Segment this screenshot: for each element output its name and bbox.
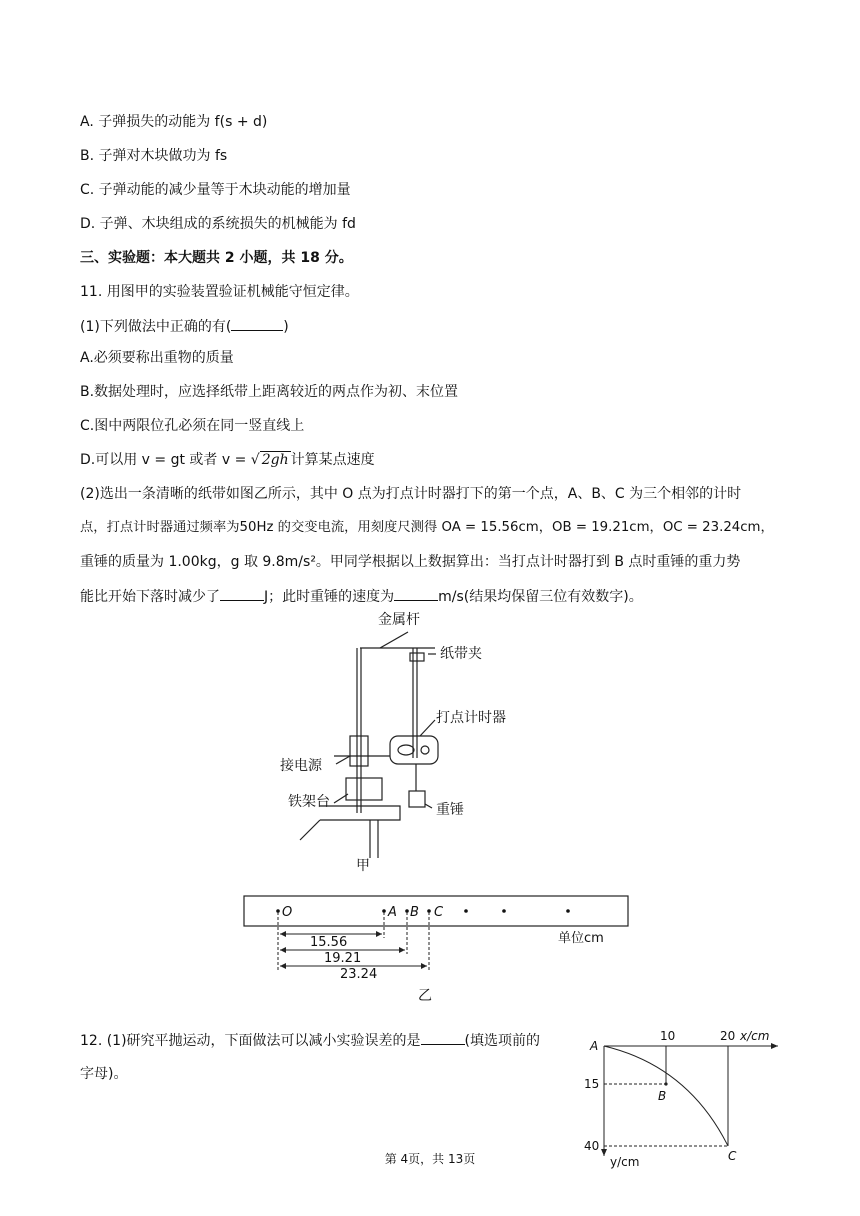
measure-ob: 19.21 — [324, 951, 362, 966]
q11-option-b: B.数据处理时，应选择纸带上距离较近的两点作为初、末位置 — [80, 384, 459, 400]
point-label-a: A — [388, 905, 397, 920]
tape-dot — [502, 909, 506, 913]
option-d: D. 子弹、木块组成的系统损失的机械能为 fd — [80, 216, 356, 232]
q11-option-d — [80, 450, 375, 470]
q11-2-line-2: 点，打点计时器通过频率为50Hz 的交变电流，用刻度尺测得 OA = 15.56cm，OB = 19.21cm，OC = 23.24cm， — [80, 520, 774, 535]
label-timer: 打点计时器 — [436, 710, 506, 726]
unit-label: 单位cm — [558, 931, 604, 946]
x-tick-20: 20 — [720, 1029, 736, 1043]
point-label-c: C — [434, 905, 444, 920]
q11-2-line-4 — [80, 586, 643, 607]
label-iron-stand: 铁架台 — [288, 794, 330, 810]
answer-blank — [231, 316, 283, 331]
y-tick-40: 40 — [584, 1139, 600, 1153]
option-a: A. 子弹损失的动能为 f(s + d) — [80, 114, 268, 130]
question-11-stem: 11. 用图甲的实验装置验证机械能守恒定律。 — [80, 284, 359, 300]
figure-trajectory-grid — [578, 1026, 790, 1170]
x-tick-10: 10 — [660, 1029, 676, 1043]
q11-1-text: (1)下列做法中正确的有( — [80, 319, 232, 335]
section-heading: 三、实验题：本大题共 2 小题，共 18 分。 — [80, 250, 353, 266]
y-axis-label: y/cm — [610, 1155, 640, 1169]
answer-blank-speed — [394, 586, 438, 601]
measure-oa: 15.56 — [310, 935, 348, 950]
q11-2-l4b: J；此时重锤的速度为 — [264, 589, 395, 605]
grid-point-a: A — [590, 1039, 599, 1053]
option-b: B. 子弹对木块做功为 fs — [80, 148, 228, 164]
q11-1-close: ) — [283, 319, 289, 335]
q11-2-l4c: m/s(结果均保留三位有效数字)。 — [438, 589, 643, 605]
page-footer: 第 4页，共 13页 — [384, 1152, 476, 1166]
q11-2-l4a: 能比开始下落时减少了 — [80, 589, 220, 605]
figure-yi — [240, 890, 640, 1010]
answer-blank-q12 — [421, 1030, 465, 1045]
q11-option-c: C.图中两限位孔必须在同一竖直线上 — [80, 418, 305, 434]
point-label-o: O — [282, 905, 293, 920]
question-11-part-1 — [80, 316, 289, 337]
label-weight: 重锤 — [436, 802, 464, 818]
q11-2-line-3: 重锤的质量为 1.00kg，g 取 9.8m/s²。甲同学根据以上数据算出：当打点计时器打到 B 点时重锤的重力势 — [80, 554, 741, 570]
q11-option-a: A.必须要称出重物的质量 — [80, 350, 234, 366]
label-power: 接电源 — [280, 758, 322, 774]
q12-text-a: 12. (1)研究平抛运动，下面做法可以减小实验误差的是 — [80, 1033, 421, 1049]
grid-point-b: B — [658, 1089, 667, 1103]
x-axis-label: x/cm — [740, 1029, 770, 1043]
label-metal-rod: 金属杆 — [378, 612, 420, 628]
tape-dot — [464, 909, 468, 913]
q11-2-line-1: (2)选出一条清晰的纸带如图乙所示，其中 O 点为打点计时器打下的第一个点，A、B、C 为三个相邻的计时 — [80, 486, 742, 502]
caption-jia: 甲 — [356, 858, 370, 874]
question-12-line-1 — [80, 1030, 540, 1051]
q11-d-tail: 计算某点速度 — [290, 452, 375, 468]
measure-oc: 23.24 — [340, 967, 378, 982]
sqrt-symbol: √ — [250, 452, 260, 468]
option-c: C. 子弹动能的减少量等于木块动能的增加量 — [80, 182, 351, 198]
label-tape-clip: 纸带夹 — [440, 646, 482, 662]
y-tick-15: 15 — [584, 1077, 600, 1091]
tape-dot — [566, 909, 570, 913]
sqrt-radicand: 2gh — [261, 452, 289, 468]
q11-d-text: D.可以用 v = gt 或者 v = — [80, 452, 251, 468]
caption-yi: 乙 — [418, 988, 432, 1004]
point-label-b: B — [410, 905, 419, 920]
grid-point-c: C — [728, 1149, 737, 1163]
answer-blank-energy — [220, 586, 264, 601]
question-12-line-2: 字母)。 — [80, 1066, 128, 1082]
figure-jia — [260, 608, 560, 878]
q12-text-b: (填选项前的 — [464, 1033, 541, 1049]
